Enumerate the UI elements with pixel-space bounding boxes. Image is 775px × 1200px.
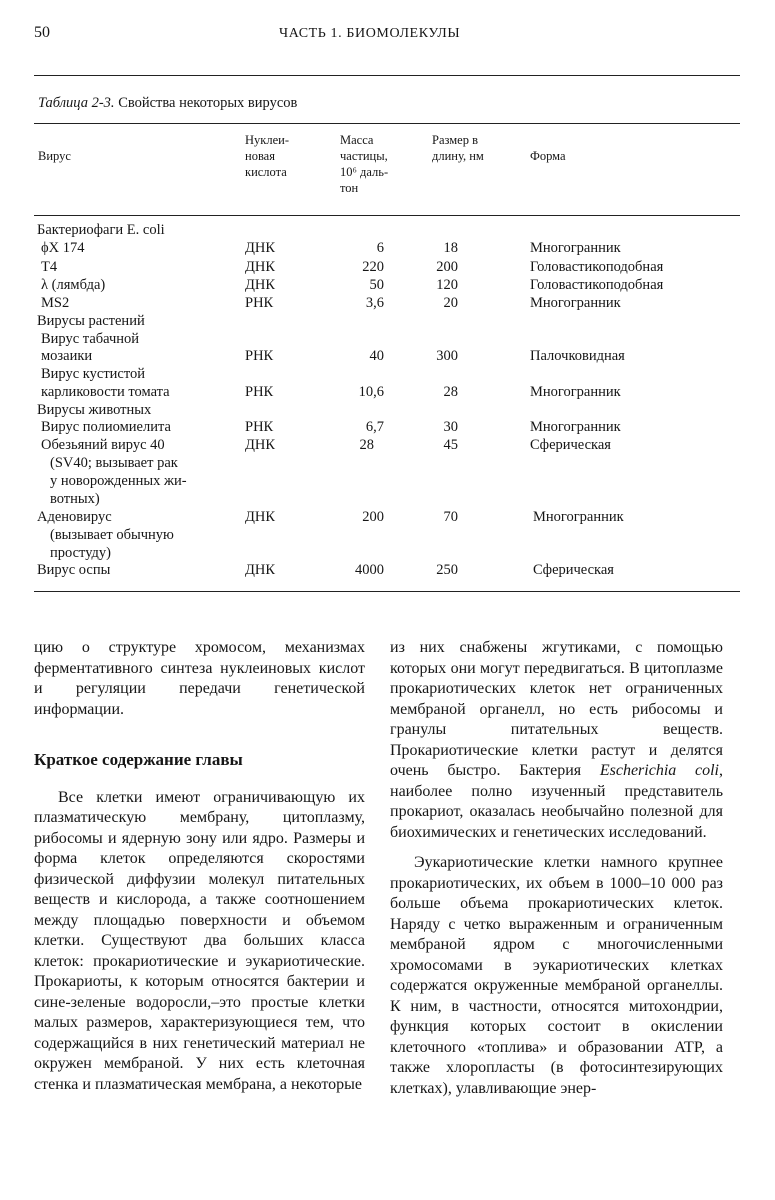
table-cell-mass: 50 — [369, 277, 384, 293]
table-cell-mass: 200 — [362, 509, 384, 525]
table-cell-virus: вотных) — [50, 491, 100, 507]
text-run: из них снабжены жгутиками, с помощью которых они могут передвигаться. В цитоплазме прокариотических клеток нет ограниченных мембраной органелл, но есть рибосомы и гранулы питательных веществ. Прокариотические клетки растут и делятся очень быстро. Бактерия — [390, 639, 723, 779]
table-caption-title: Свойства некоторых вирусов — [118, 95, 298, 111]
table-cell-virus: (вызывает обычную — [50, 527, 174, 543]
table-cell-acid: РНК — [245, 348, 274, 364]
table-cell-size: 20 — [443, 295, 458, 311]
table-cell-acid: РНК — [245, 419, 274, 435]
table-cell-virus: Вирусы растений — [37, 313, 145, 329]
header-line: Форма — [530, 149, 566, 163]
paragraph — [390, 638, 723, 843]
table-cell-virus: Вирус табачной — [41, 331, 140, 347]
header-line: Масса — [340, 133, 374, 147]
table-caption — [38, 95, 297, 112]
table-bottom-rule — [34, 591, 740, 592]
table-cell-mass: 220 — [362, 259, 384, 275]
table-cell-mass: 10,6 — [358, 384, 384, 400]
header-line: Размер в — [432, 133, 478, 147]
table-cell-size: 120 — [436, 277, 458, 293]
table-top-rule — [34, 123, 740, 124]
table-cell-virus: Вирусы животных — [37, 402, 152, 418]
text-column-right — [390, 638, 723, 1099]
header-line: частицы, — [340, 149, 388, 163]
table-cell-virus: Аденовирус — [37, 509, 112, 525]
table-cell-mass: 40 — [369, 348, 384, 364]
text-column-left — [34, 638, 365, 1095]
table-cell-virus: T4 — [41, 259, 58, 275]
table-cell-form: Многогранник — [530, 384, 621, 400]
header-line: Вирус — [38, 149, 71, 163]
table-cell-form: Сферическая — [530, 437, 611, 453]
column-header-mass — [340, 132, 388, 196]
table-cell-virus: λ (лямбда) — [41, 277, 106, 293]
table-cell-form: Многогранник — [530, 240, 621, 256]
table-cell-size: 300 — [436, 348, 458, 364]
table-cell-form: Многогранник — [533, 509, 624, 525]
header-line: тон — [340, 181, 359, 195]
table-cell-mass: 4000 — [355, 562, 384, 578]
section-heading: Краткое содержание главы — [34, 750, 243, 769]
page-number: 50 — [34, 24, 50, 41]
header-line: новая — [245, 149, 275, 163]
column-header-virus — [38, 148, 71, 164]
paragraph: Все клетки имеют ограничивающую их плазматическую мембрану, цитоплазму, рибосомы и ядерную зону или ядро. Размеры и форма клеток определяются скоростями физической диффузии молекул питательных веществ и кислорода, а также соотношением между площадью поверхности и объемом клетки. Существуют два больших класса клеток: прокариотические и эукариотические. Прокариоты, к которым относятся бактерии и сине-зеленые водоросли,–это простые клетки малых размеров, характеризующиеся тем, что содержащийся в них генетический материал не окружен мембраной. У них есть клеточная стенка и плазматическая мембрана, а некоторые — [34, 788, 365, 1093]
table-cell-virus: (SV40; вызывает рак — [50, 455, 178, 471]
paragraph-continued: цию о структуре хромосом, механизмах ферментативного синтеза нуклеиновых кислот и регуляции передачи генетической информации. — [34, 639, 365, 718]
table-cell-acid: ДНК — [245, 509, 276, 525]
table-cell-size: 250 — [436, 562, 458, 578]
table-caption-number: Таблица 2-3. — [38, 95, 115, 111]
species-name: Escherichia coli — [599, 762, 719, 779]
running-head: ЧАСТЬ 1. БИОМОЛЕКУЛЫ — [279, 26, 461, 41]
table-cell-size: 28 — [443, 384, 458, 400]
table-cell-size: 70 — [443, 509, 458, 525]
header-line: кислота — [245, 165, 287, 179]
column-header-size — [432, 132, 484, 164]
table-cell-size: 18 — [443, 240, 458, 256]
text-run: , наиболее полно изученный представитель прокариот, оказалась необычайно полезной для биохимических и генетических исследований. — [390, 762, 723, 841]
table-cell-acid: ДНК — [245, 259, 276, 275]
table-cell-acid: ДНК — [245, 277, 276, 293]
table-cell-form: Сферическая — [533, 562, 614, 578]
table-cell-mass: 3,6 — [365, 295, 384, 311]
table-cell-size: 30 — [443, 419, 458, 435]
table-cell-form: Многогранник — [530, 419, 621, 435]
table-header-rule — [34, 215, 740, 216]
table-cell-virus: Вирус оспы — [37, 562, 111, 578]
table-cell-virus: ϕX 174 — [41, 240, 85, 256]
table-cell-form: Головастикоподобная — [530, 259, 664, 275]
table-cell-acid: ДНК — [245, 562, 276, 578]
header-line: Нуклеи- — [245, 133, 289, 147]
paragraph-gap — [390, 843, 723, 853]
table-cell-form: Палочковидная — [530, 348, 625, 364]
table-cell-virus: простуду) — [50, 545, 111, 561]
table-cell-form: Головастикоподобная — [530, 277, 664, 293]
table-cell-acid: ДНК — [245, 437, 276, 453]
header-line: длину, нм — [432, 149, 484, 163]
table-cell-form: Многогранник — [530, 295, 621, 311]
column-header-acid — [245, 132, 289, 180]
table-cell-virus: мозаики — [41, 348, 93, 364]
column-header-form — [530, 148, 566, 164]
header-rule — [34, 75, 740, 76]
table-cell-mass: 6 — [376, 240, 384, 256]
table-cell-virus: Обезьяний вирус 40 — [41, 437, 165, 453]
table-cell-acid: ДНК — [245, 240, 276, 256]
table-cell-virus: карликовости томата — [41, 384, 170, 400]
table-cell-acid: РНК — [245, 295, 274, 311]
table-cell-acid: РНК — [245, 384, 274, 400]
header-line: 10⁶ даль- — [340, 165, 389, 179]
table-cell-virus: Вирус полиомиелита — [41, 419, 171, 435]
table-cell-virus: у новорожденных жи- — [50, 473, 187, 489]
table-cell-size: 200 — [436, 259, 458, 275]
table-cell-mass: 28 — [359, 437, 374, 453]
table-cell-virus: Бактериофаги E. coli — [37, 222, 165, 238]
paragraph: Эукариотические клетки намного крупнее прокариотических, их объем в 1000–10 000 раз больше объема прокариотических клеток. Наряду с четко выраженным и ограниченным мембраной ядром с многочисленными хромосомами в эукариотических клетках содержатся окруженные мембраной органеллы. К ним, в частности, относятся митохондрии, функция которых состоит в окислении клеточного «топлива» и образовании ATP, а также хлоропласты (в фотосинтезирующих клетках), улавливающие энер- — [390, 854, 723, 1097]
table-cell-size: 45 — [443, 437, 458, 453]
table-cell-virus: Вирус кустистой — [41, 366, 146, 382]
table-cell-virus: MS2 — [41, 295, 70, 311]
table-cell-mass: 6,7 — [365, 419, 384, 435]
